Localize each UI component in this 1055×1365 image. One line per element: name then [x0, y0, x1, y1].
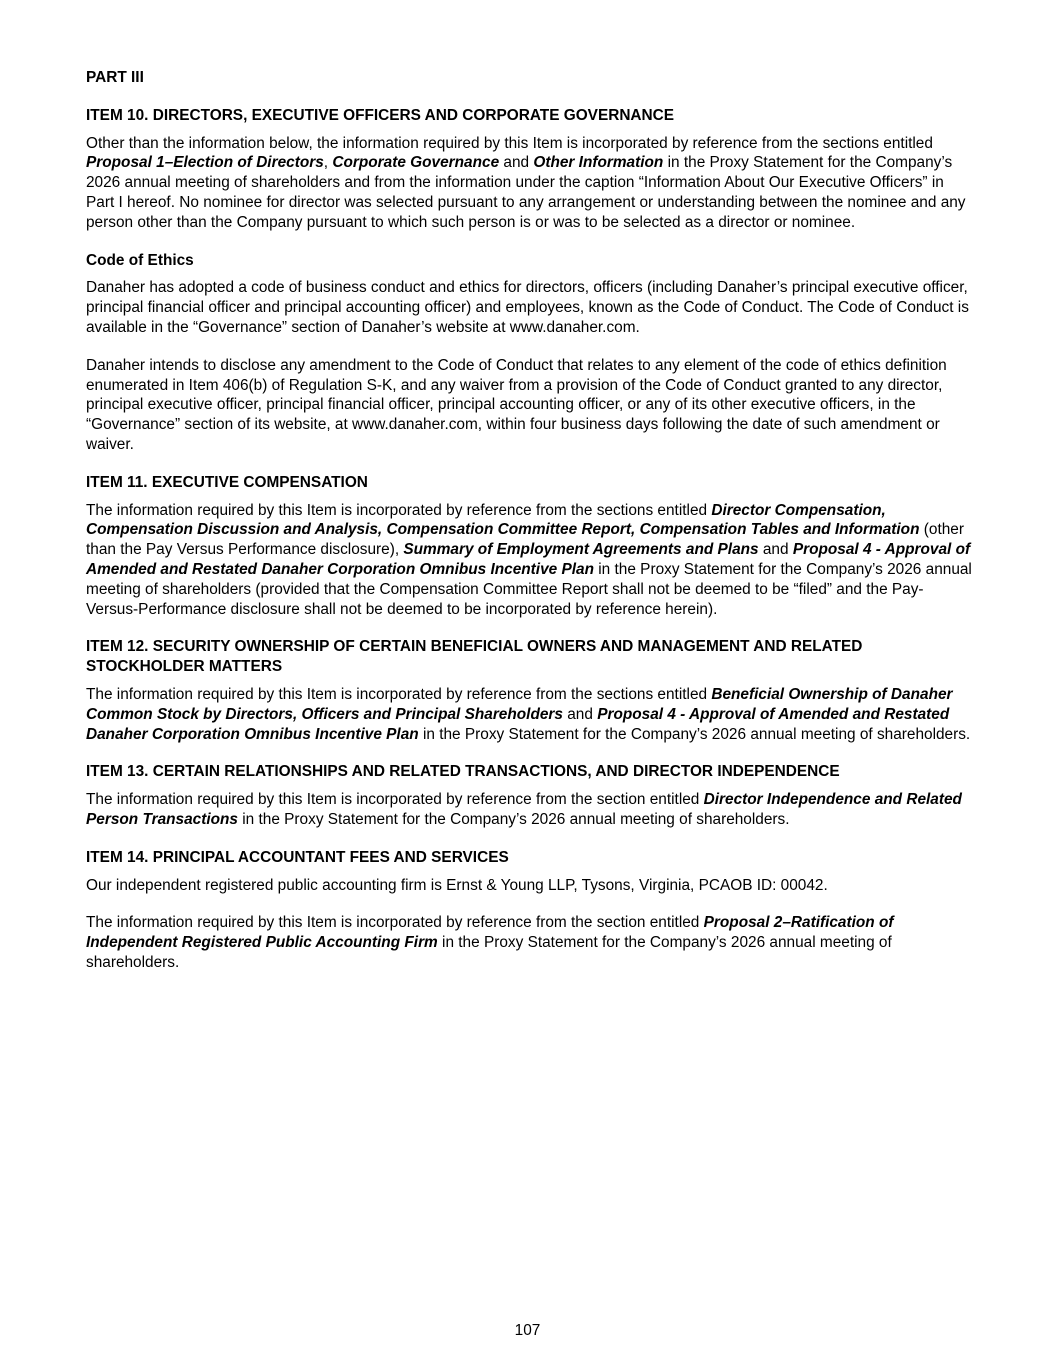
beneficial-ownership-reference: Beneficial Ownership of Danaher Common Stock by Directors, Officers and Principal Shareholders: [86, 685, 953, 723]
proposal-4-reference: Proposal 4 - Approval of Amended and Restated Danaher Corporation Omnibus Incentive Plan: [86, 705, 950, 743]
item-13-heading: ITEM 13. CERTAIN RELATIONSHIPS AND RELATED TRANSACTIONS, AND DIRECTOR INDEPENDENCE: [86, 763, 840, 781]
item-12-heading: ITEM 12. SECURITY OWNERSHIP OF CERTAIN BENEFICIAL OWNERS AND MANAGEMENT AND RELATED STOCKHOLDER MATTERS: [86, 638, 863, 676]
proposal-2-reference: Proposal 2–Ratification of Independent Registered Public Accounting Firm: [86, 914, 894, 952]
item-14-paragraph-2: The information required by this Item is incorporated by reference from the section entitled Proposal 2–Ratification of Independent Registered Public Accounting Firm in the Proxy Statement for the Company’s 2026 annual meeting of shareholders.: [86, 914, 894, 971]
code-of-ethics-paragraph-2: Danaher intends to disclose any amendment to the Code of Conduct that relates to any element of the code of ethics definition enumerated in Item 406(b) of Regulation S-K, and any waiver from a provision of the Code of Conduct granted to any director, principal executive officer, principal financial officer, principal accounting officer, or any of its other executive officers, in the “Governance” section of its website, at www.danaher.com, within four business days following the date of such amendment or waiver.: [86, 356, 947, 453]
item-14-paragraph-1: Our independent registered public accounting firm is Ernst & Young LLP, Tysons, Virginia, PCAOB ID: 00042.: [86, 876, 828, 894]
code-of-ethics-paragraph-1: Danaher has adopted a code of business conduct and ethics for directors, officers (including Danaher’s principal executive officer, principal financial officer and principal accounting officer) and employees, known as the Code of Conduct. The Code of Conduct is available in the “Governance” section of Danaher’s website at www.danaher.com.: [86, 279, 969, 336]
document-page: [86, 68, 974, 991]
proposal-1-reference: Proposal 1–Election of Directors: [86, 154, 324, 172]
item-10-paragraph: Other than the information below, the information required by this Item is incorporated by reference from the sections entitled Proposal 1–Election of Directors, Corporate Governance and Other Information in the Proxy Statement for the Company’s 2026 annual meeting of shareholders and from the information under the caption “Information About Our Executive Officers” in Part I hereof. No nominee for director was selected pursuant to any arrangement or understanding between the nominee and any person other than the Company pursuant to which such person is or was to be selected as a director or nominee.: [86, 134, 966, 231]
item-11-paragraph: The information required by this Item is incorporated by reference from the sections entitled Director Compensation, Compensation Discussion and Analysis, Compensation Committee Report, Compensation Tables and Information (other than the Pay Versus Performance disclosure), Summary of Employment Agreements and Plans and Proposal 4 - Approval of Amended and Restated Danaher Corporation Omnibus Incentive Plan in the Proxy Statement for the Company’s 2026 annual meeting of shareholders (provided that the Compensation Committee Report shall not be deemed to be “filed” and the Pay-Versus-Performance disclosure shall not be deemed to be incorporated by reference herein).: [86, 501, 972, 618]
item-11-heading: ITEM 11. EXECUTIVE COMPENSATION: [86, 473, 368, 491]
item-12-paragraph: The information required by this Item is incorporated by reference from the sections entitled Beneficial Ownership of Danaher Common Stock by Directors, Officers and Principal Shareholders and Proposal 4 - Approval of Amended and Restated Danaher Corporation Omnibus Incentive Plan in the Proxy Statement for the Company’s 2026 annual meeting of shareholders.: [86, 685, 971, 743]
proposal-4-reference: Proposal 4 - Approval of Amended and Restated Danaher Corporation Omnibus Incentive Plan: [86, 541, 971, 578]
item-14-heading: ITEM 14. PRINCIPAL ACCOUNTANT FEES AND SERVICES: [86, 848, 509, 866]
other-information-reference: Other Information: [533, 154, 664, 172]
director-compensation-reference: Director Compensation, Compensation Discussion and Analysis, Compensation Committee Report, Compensation Tables and Information: [86, 501, 920, 539]
item-10-heading: ITEM 10. DIRECTORS, EXECUTIVE OFFICERS AND CORPORATE GOVERNANCE: [86, 106, 675, 124]
director-independence-reference: Director Independence and Related Person Transactions: [86, 791, 962, 828]
page-number: 107: [514, 1322, 541, 1339]
corporate-governance-reference: Corporate Governance: [332, 154, 500, 172]
part-heading: PART III: [86, 69, 144, 86]
employment-agreements-reference: Summary of Employment Agreements and Plans: [403, 541, 759, 559]
item-13-paragraph: The information required by this Item is incorporated by reference from the section entitled Director Independence and Related Person Transactions in the Proxy Statement for the Company’s 2026 annual meeting of shareholders.: [86, 791, 962, 828]
code-of-ethics-heading: Code of Ethics: [86, 251, 194, 269]
